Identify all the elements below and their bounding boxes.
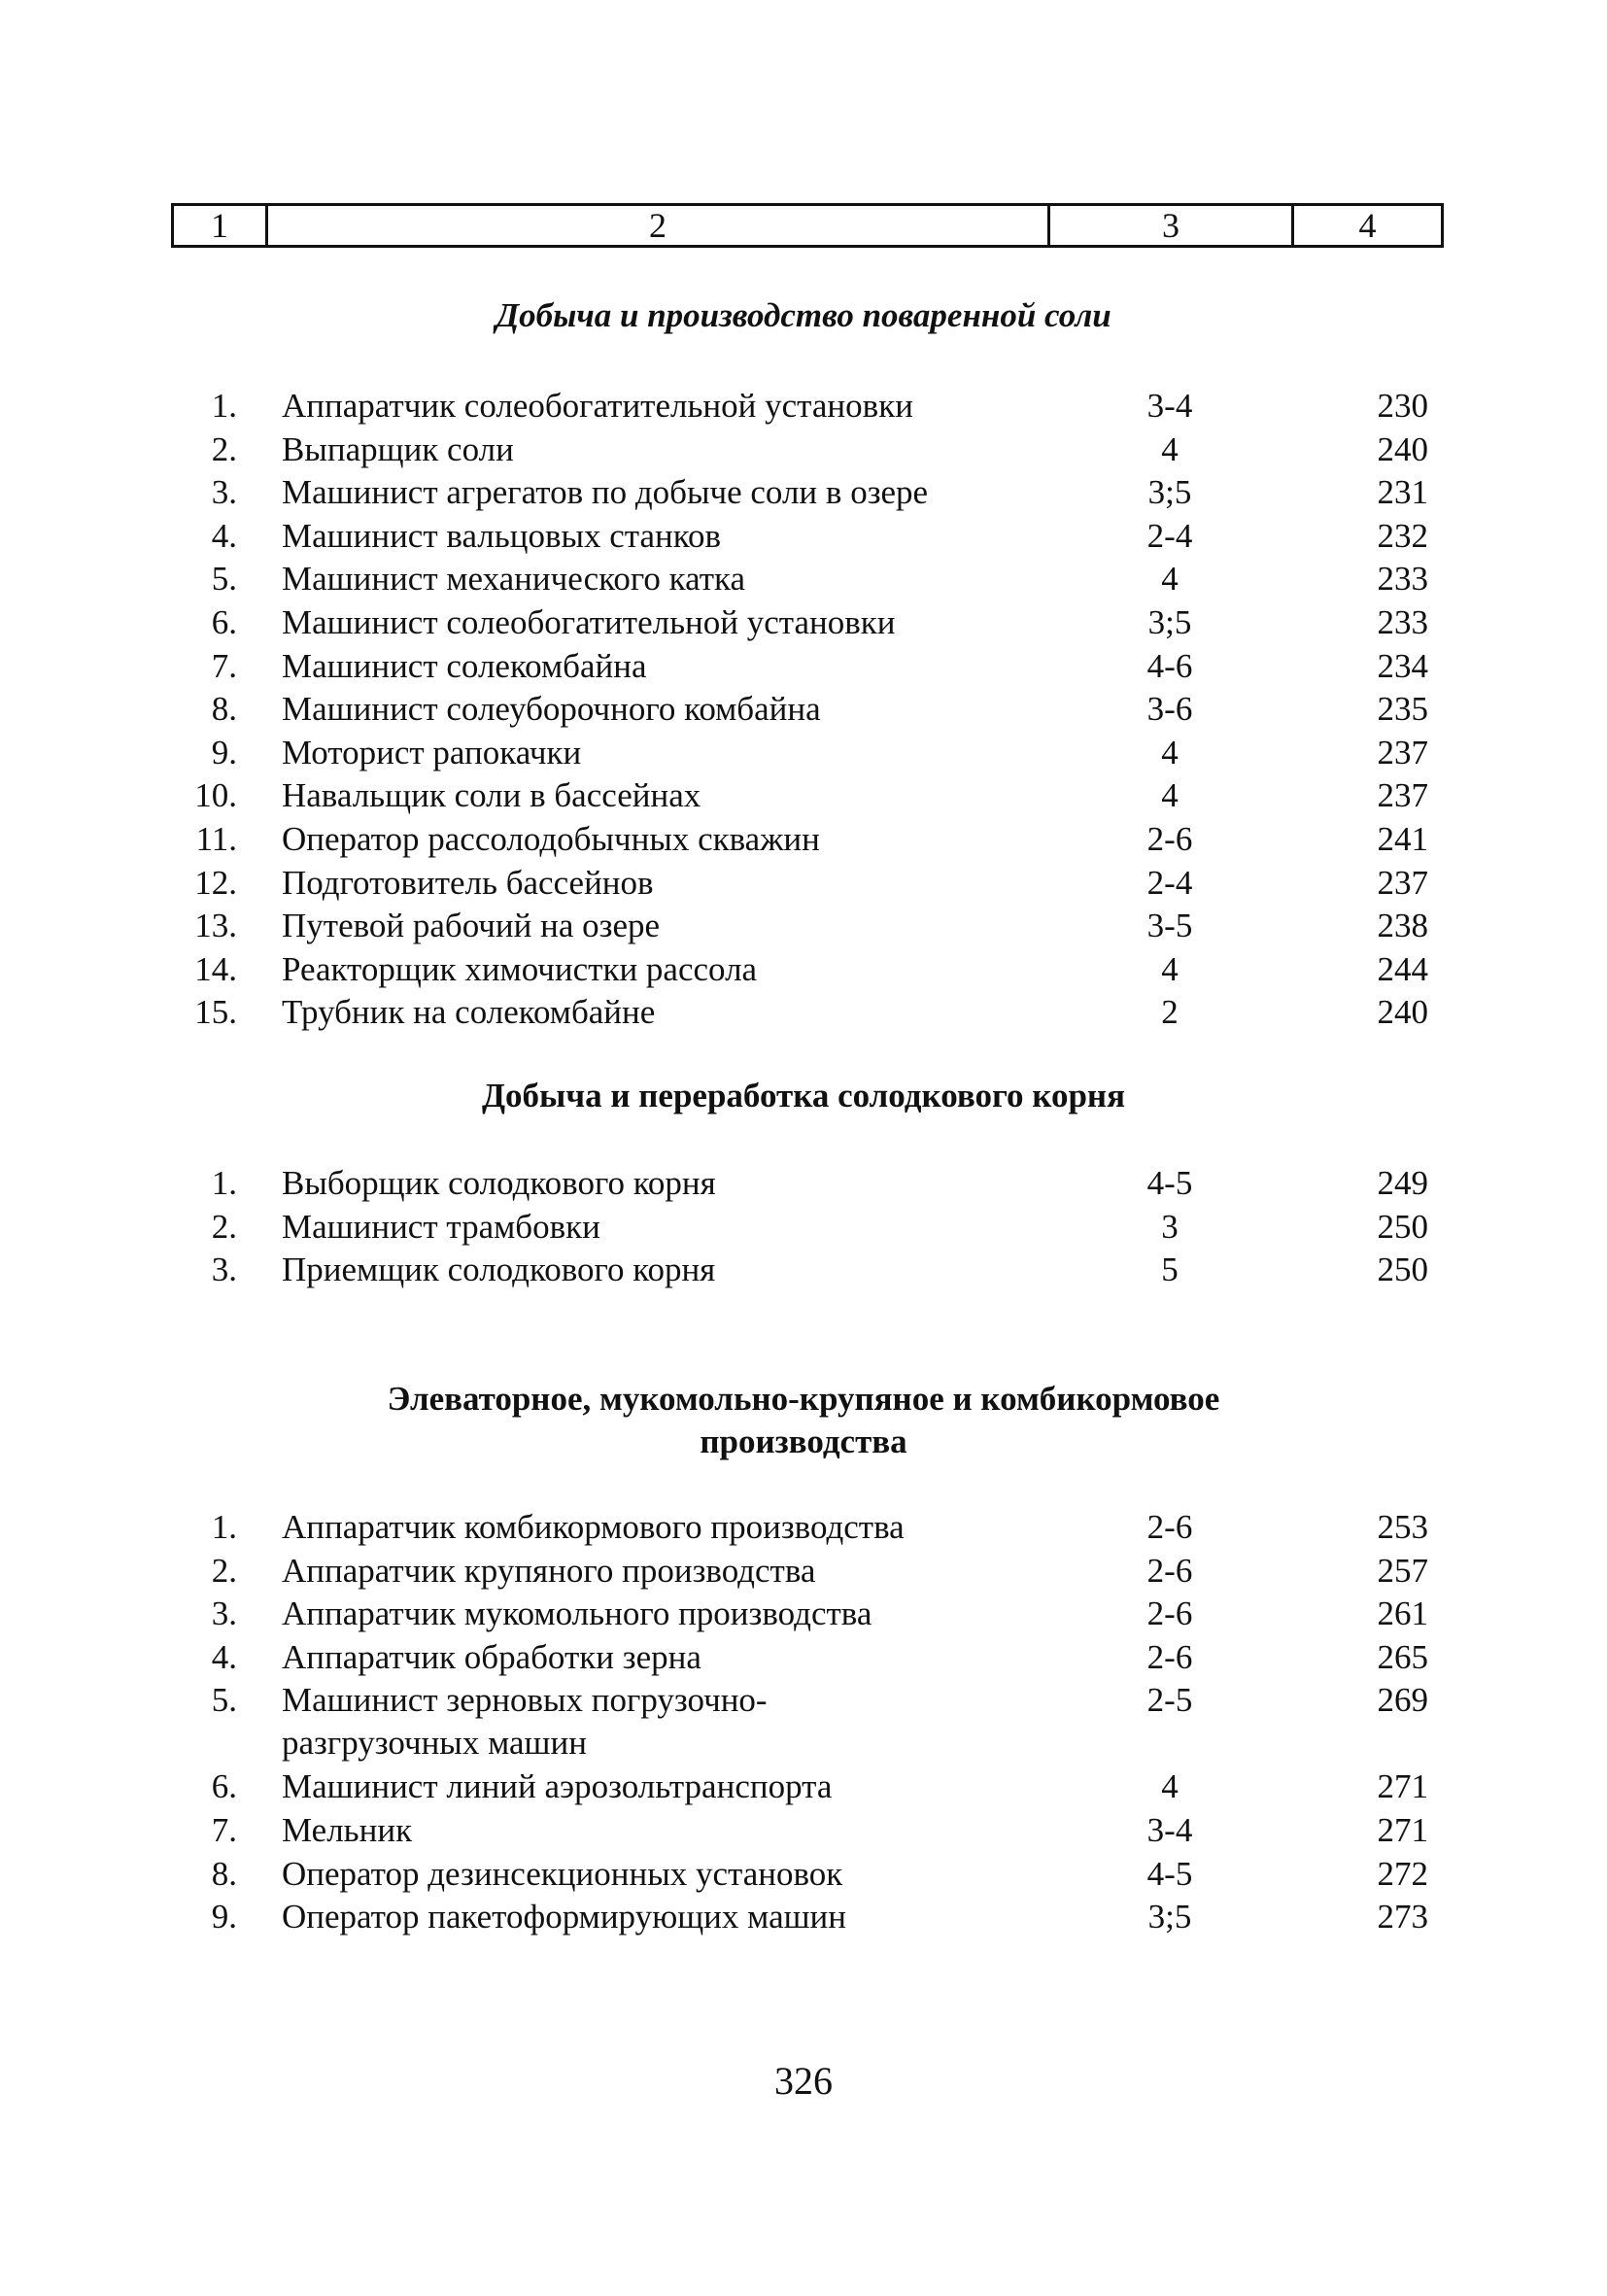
item-number: 1.: [211, 1508, 237, 1546]
list-item: [0, 991, 1607, 1035]
item-grade: 3: [1161, 1207, 1179, 1246]
item-name: Аппаратчик обработки зерна: [282, 1637, 701, 1676]
item-page: 240: [1377, 993, 1428, 1032]
item-number: 7.: [211, 1810, 237, 1849]
list-item: [0, 1679, 1607, 1765]
item-page: 272: [1377, 1854, 1428, 1893]
list-item: [0, 601, 1607, 645]
item-number: 5.: [211, 560, 237, 599]
item-name: Оператор пакетоформирующих машин: [282, 1898, 847, 1936]
item-number: 2.: [211, 429, 237, 468]
list-item: [0, 1249, 1607, 1292]
list-item: [0, 688, 1607, 732]
item-name: Реакторщик химочистки рассола: [282, 949, 758, 988]
item-number: 8.: [211, 1854, 237, 1893]
item-page: 253: [1377, 1508, 1428, 1546]
item-page: 249: [1377, 1164, 1428, 1202]
item-page: 244: [1377, 949, 1428, 988]
item-page: 237: [1377, 776, 1428, 815]
item-grade: 2-6: [1146, 819, 1193, 858]
item-name: Аппаратчик крупяного производства: [282, 1551, 816, 1590]
item-grade: 4: [1161, 733, 1179, 771]
item-grade: 3;5: [1147, 602, 1192, 641]
item-page: 250: [1377, 1251, 1428, 1289]
item-page: 240: [1377, 429, 1428, 468]
item-number: 4.: [211, 516, 237, 555]
list-item: [0, 1593, 1607, 1636]
section-list: [0, 1162, 1607, 1292]
item-number: 15.: [194, 993, 237, 1032]
section-licorice: [0, 1075, 1607, 1292]
item-grade: 3-4: [1146, 1810, 1193, 1849]
item-page: 271: [1377, 1810, 1428, 1849]
list-item: [0, 1853, 1607, 1897]
item-name: Машинист солеобогатительной установки: [282, 602, 896, 641]
item-name: Аппаратчик солеобогатительной установки: [282, 387, 913, 425]
item-name: Машинист линий аэрозольтранспорта: [282, 1767, 833, 1806]
item-grade: 3;5: [1147, 1898, 1192, 1936]
item-grade: 4-6: [1146, 646, 1193, 685]
item-name: Приемщик солодкового корня: [282, 1251, 716, 1289]
item-name: Путевой рабочий на озере: [282, 907, 661, 945]
item-number: 1.: [211, 1164, 237, 1202]
item-name: Выпарщик соли: [282, 429, 514, 468]
page-number: 326: [774, 2059, 833, 2103]
item-name: Машинист солеуборочного комбайна: [282, 690, 821, 729]
item-page: 241: [1377, 819, 1428, 858]
list-item: [0, 948, 1607, 992]
list-item: [0, 1896, 1607, 1939]
item-name: Оператор дезинсекционных установок: [282, 1854, 843, 1893]
section-title: Добыча и переработка солодкового корня: [481, 1077, 1126, 1114]
column-header-table: [171, 203, 1444, 248]
list-item: [0, 428, 1607, 472]
list-item: [0, 515, 1607, 559]
list-item: [0, 471, 1607, 515]
item-number: 10.: [194, 776, 237, 815]
item-page: 261: [1377, 1594, 1428, 1633]
item-name: Моторист рапокачки: [282, 733, 582, 771]
item-name: Машинист агрегатов по добыче соли в озере: [282, 473, 929, 512]
item-number: 3.: [211, 473, 237, 512]
item-grade: 3;5: [1147, 473, 1192, 512]
list-item: [0, 385, 1607, 428]
item-number: 13.: [194, 907, 237, 945]
column-header-4: 4: [1358, 206, 1377, 245]
list-item: [0, 1809, 1607, 1853]
item-number: 11.: [195, 819, 237, 858]
list-item: [0, 1765, 1607, 1809]
item-page: 271: [1377, 1767, 1428, 1806]
list-item: [0, 1550, 1607, 1593]
item-number: 9.: [211, 1898, 237, 1936]
item-name: Оператор рассолодобычных скважин: [282, 819, 820, 858]
section-grain: [0, 1378, 1607, 1939]
item-number: 1.: [211, 387, 237, 425]
item-page: 269: [1377, 1681, 1428, 1720]
column-header-2: 2: [268, 206, 1050, 245]
item-page: 237: [1377, 733, 1428, 771]
item-name: Машинист вальцовых станков: [282, 516, 722, 555]
column-header-3: 3: [1050, 206, 1294, 245]
item-grade: 4: [1161, 429, 1179, 468]
list-item: [0, 1636, 1607, 1680]
section-title-line2: производства: [700, 1422, 907, 1460]
list-item: [0, 905, 1607, 948]
item-grade: 3-5: [1146, 907, 1193, 945]
item-number: 2.: [211, 1551, 237, 1590]
item-name: Выборщик солодкового корня: [282, 1164, 716, 1202]
item-grade: 3-6: [1146, 690, 1193, 729]
section-salt: [0, 294, 1607, 1035]
list-item: [0, 1206, 1607, 1250]
item-grade: 4-5: [1146, 1854, 1193, 1893]
list-item: [0, 732, 1607, 775]
list-item: [0, 558, 1607, 601]
item-number: 3.: [211, 1594, 237, 1633]
item-page: 237: [1377, 863, 1428, 902]
item-grade: 2-6: [1146, 1551, 1193, 1590]
item-number: 5.: [211, 1681, 237, 1720]
item-name: Трубник на солекомбайне: [282, 993, 656, 1032]
section-list: [0, 385, 1607, 1035]
item-page: 238: [1377, 907, 1428, 945]
item-page: 231: [1377, 473, 1428, 512]
item-page: 257: [1377, 1551, 1428, 1590]
item-page: 250: [1377, 1207, 1428, 1246]
item-grade: 2-5: [1146, 1681, 1193, 1720]
item-number: 2.: [211, 1207, 237, 1246]
item-grade: 4: [1161, 560, 1179, 599]
item-number: 14.: [194, 949, 237, 988]
item-page: 273: [1377, 1898, 1428, 1936]
item-grade: 2-4: [1146, 516, 1193, 555]
item-grade: 3-4: [1146, 387, 1193, 425]
item-number: 12.: [194, 863, 237, 902]
item-grade: 4: [1161, 1767, 1179, 1806]
list-item: [0, 774, 1607, 818]
item-number: 8.: [211, 690, 237, 729]
column-header-1: 1: [174, 206, 268, 245]
item-page: 230: [1377, 387, 1428, 425]
item-number: 6.: [211, 602, 237, 641]
item-grade: 2: [1161, 993, 1179, 1032]
item-grade: 2-6: [1146, 1594, 1193, 1633]
item-number: 7.: [211, 646, 237, 685]
item-page: 265: [1377, 1637, 1428, 1676]
section-title: Элеваторное, мукомольно-крупяное и комбикормовое: [387, 1380, 1220, 1418]
item-page: 234: [1377, 646, 1428, 685]
item-name: Подготовитель бассейнов: [282, 863, 654, 902]
item-name: Мельник: [282, 1810, 413, 1849]
item-page: 232: [1377, 516, 1428, 555]
item-number: 9.: [211, 733, 237, 771]
item-number: 3.: [211, 1251, 237, 1289]
item-name: Аппаратчик мукомольного производства: [282, 1594, 872, 1633]
section-title: Добыча и производство поваренной соли: [496, 296, 1111, 334]
item-grade: 4: [1161, 949, 1179, 988]
list-item: [0, 862, 1607, 906]
item-grade: 2-6: [1146, 1637, 1193, 1676]
item-page: 235: [1377, 690, 1428, 729]
section-list: [0, 1506, 1607, 1939]
item-grade: 2-4: [1146, 863, 1193, 902]
item-grade: 4-5: [1146, 1164, 1193, 1202]
item-number: 4.: [211, 1637, 237, 1676]
item-number: 6.: [211, 1767, 237, 1806]
list-item: [0, 1506, 1607, 1550]
item-grade: 5: [1161, 1251, 1179, 1289]
item-page: 233: [1377, 560, 1428, 599]
list-item: [0, 1162, 1607, 1206]
item-grade: 4: [1161, 776, 1179, 815]
item-name: Навальщик соли в бассейнах: [282, 776, 701, 815]
item-grade: 2-6: [1146, 1508, 1193, 1546]
list-item: [0, 818, 1607, 862]
item-name: Аппаратчик комбикормового производства: [282, 1508, 905, 1546]
list-item: [0, 645, 1607, 689]
item-name: Машинист солекомбайна: [282, 646, 647, 685]
item-name: Машинист зерновых погрузочно-разгрузочных машин: [282, 1681, 768, 1763]
item-page: 233: [1377, 602, 1428, 641]
item-name: Машинист механического катка: [282, 560, 746, 599]
item-name: Машинист трамбовки: [282, 1207, 600, 1246]
